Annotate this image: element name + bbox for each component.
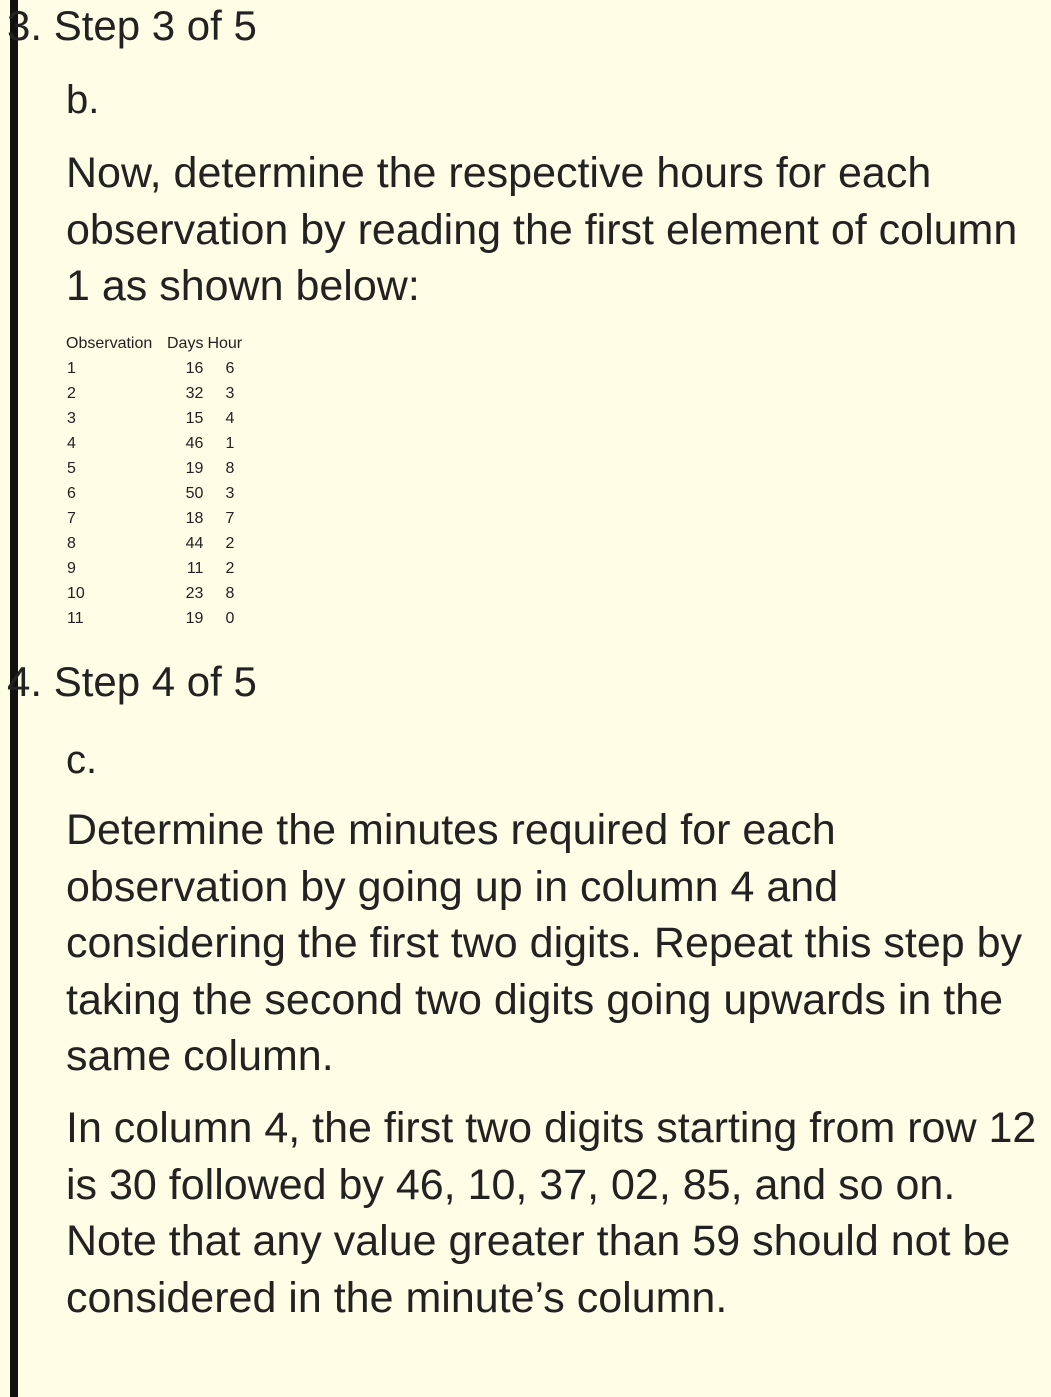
- table-header-row: [66, 332, 262, 356]
- cell-days: 32: [185, 384, 204, 402]
- cell-hour: 0: [225, 609, 235, 627]
- cell-days: 11: [186, 559, 204, 577]
- header-observation: Observation: [66, 335, 153, 352]
- cell-observation: 1: [67, 359, 76, 377]
- table-row: [66, 581, 262, 606]
- cell-hour: 6: [225, 359, 235, 377]
- cell-hour: 1: [225, 434, 235, 452]
- cell-hour: 4: [225, 409, 235, 427]
- cell-observation: 6: [67, 484, 76, 502]
- step-3-paragraph: Now, determine the respective hours for each observation by reading the first element of column 1 as shown below:: [66, 149, 1018, 310]
- cell-days: 15: [185, 409, 204, 427]
- step-3-number: 3.: [7, 2, 43, 49]
- table-row: [66, 356, 262, 381]
- cell-days: 16: [185, 359, 204, 377]
- step-4-number: 4.: [7, 658, 43, 705]
- table-row: [66, 506, 262, 531]
- step-3-sub-label: b.: [66, 78, 100, 122]
- cell-days: 23: [185, 584, 204, 602]
- cell-hour: 3: [225, 484, 235, 502]
- cell-days: 19: [185, 459, 204, 477]
- cell-hour: 8: [225, 584, 235, 602]
- table-row: [66, 481, 262, 506]
- cell-days: 19: [185, 609, 204, 627]
- cell-observation: 5: [67, 459, 76, 477]
- table-row: [66, 381, 262, 406]
- table-row: [66, 406, 262, 431]
- cell-observation: 4: [67, 434, 76, 452]
- header-hour: Hour: [207, 335, 243, 352]
- cell-observation: 10: [67, 584, 85, 602]
- cell-days: 18: [185, 509, 204, 527]
- cell-hour: 8: [225, 459, 235, 477]
- cell-observation: 9: [67, 559, 76, 577]
- cell-observation: 2: [67, 384, 76, 402]
- cell-observation: 11: [67, 609, 84, 627]
- table-row: [66, 456, 262, 481]
- table-row: [66, 556, 262, 581]
- step-4-heading: [7, 658, 257, 706]
- cell-observation: 8: [67, 534, 76, 552]
- step-4-paragraph-1: Determine the minutes required for each observation by going up in column 4 and considering the first two digits. Repeat this step by taking the second two digits going upwards in the same column.: [66, 806, 1023, 1080]
- cell-days: 46: [185, 434, 204, 452]
- table-row: [66, 606, 262, 631]
- cell-hour: 7: [225, 509, 235, 527]
- table-row: [66, 531, 262, 556]
- cell-observation: 3: [67, 409, 76, 427]
- cell-observation: 7: [67, 509, 76, 527]
- step-4-title: Step 4 of 5: [53, 658, 257, 705]
- step-3-heading: [7, 2, 257, 50]
- cell-hour: 2: [225, 559, 235, 577]
- step-4-sub-label: c.: [66, 738, 98, 782]
- cell-hour: 3: [225, 384, 235, 402]
- cell-days: 44: [185, 534, 204, 552]
- header-days: Days: [167, 335, 204, 352]
- observation-table: [66, 332, 262, 631]
- cell-days: 50: [185, 484, 204, 502]
- table-row: [66, 431, 262, 456]
- step-4-paragraph-2: In column 4, the first two digits starting from row 12 is 30 followed by 46, 10, 37, 02, 85, and so on. Note that any value greater than 59 should not be considered in the minute’s column.: [66, 1104, 1037, 1322]
- step-3-title: Step 3 of 5: [53, 2, 257, 49]
- cell-hour: 2: [225, 534, 235, 552]
